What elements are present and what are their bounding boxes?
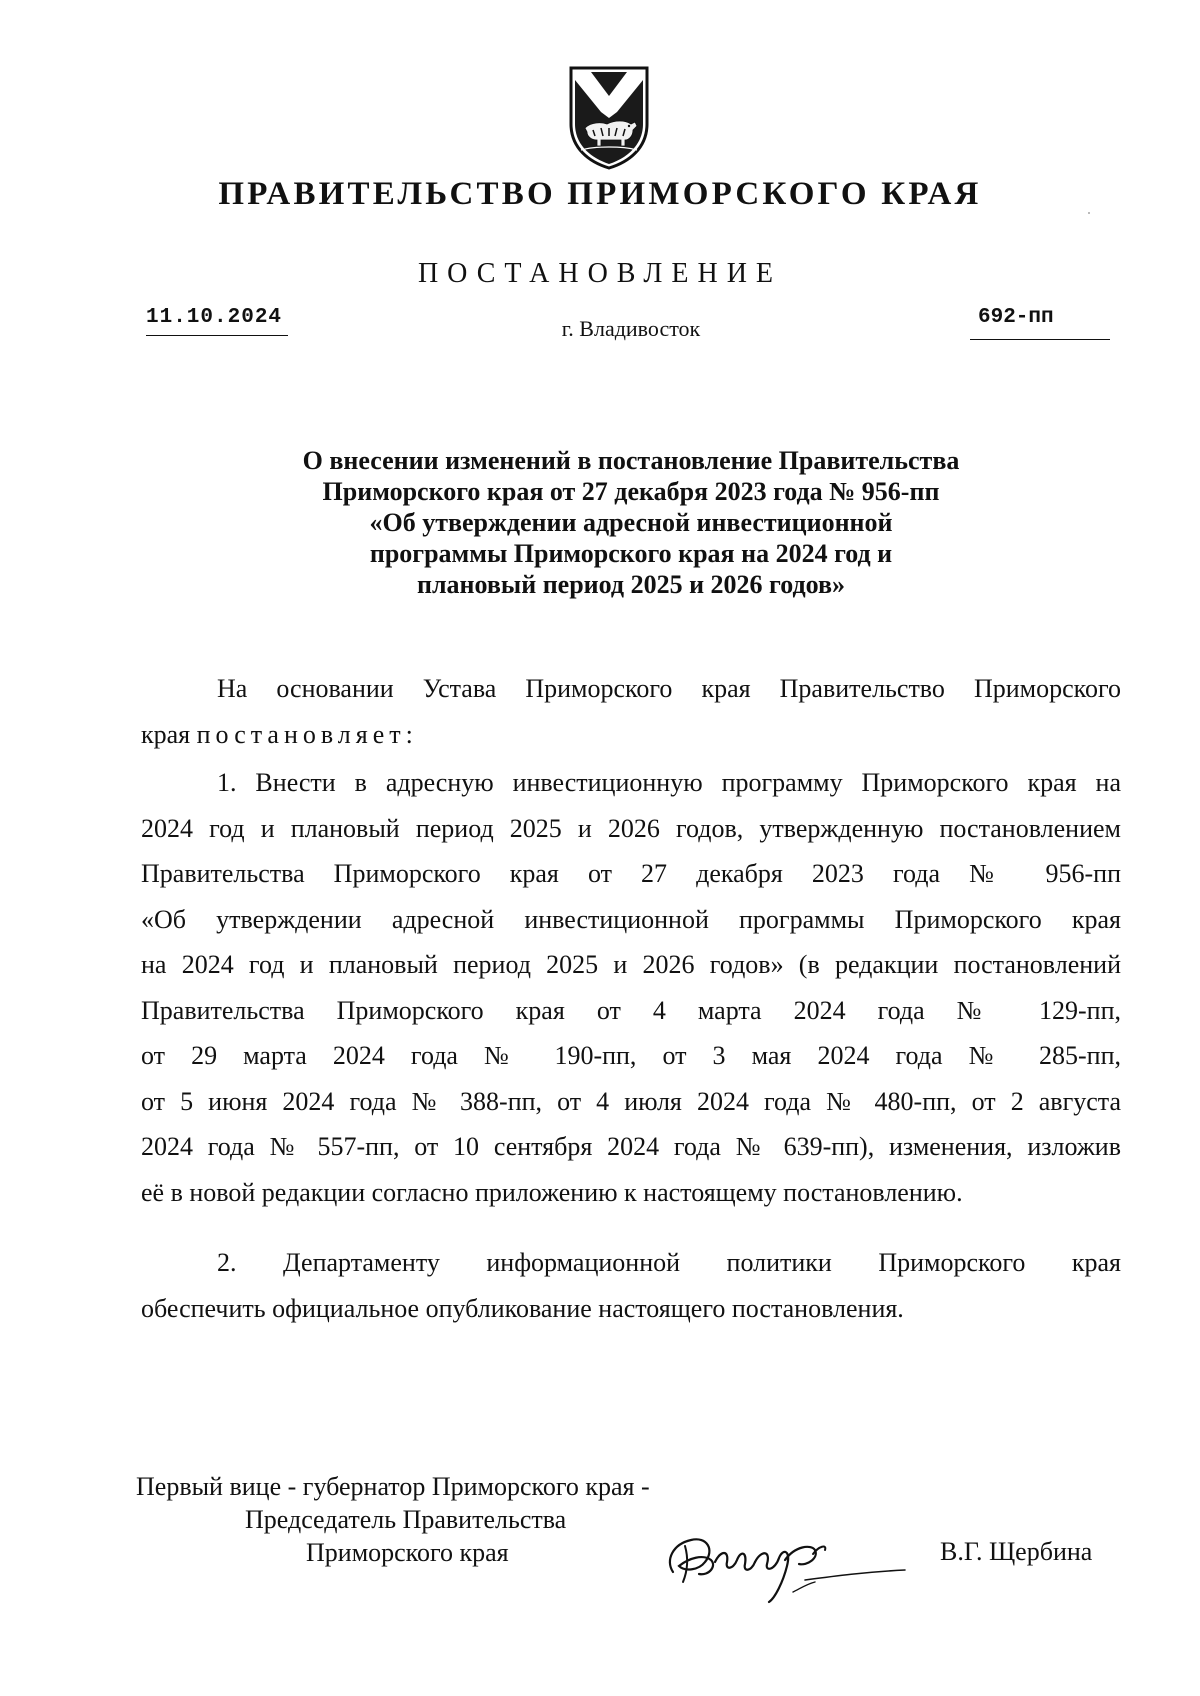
scan-artifact — [1088, 212, 1090, 214]
body-line: 2024 года № 557-пп, от 10 сентября 2024 года № 639-пп), изменения, изложив — [141, 1132, 1121, 1161]
body-line: от 29 марта 2024 года № 190-пп, от 3 мая 2024 года № 285-пп, — [141, 1041, 1121, 1070]
body-line: обеспечить официальное опубликование настоящего постановления. — [141, 1293, 904, 1323]
document-city: г. Владивосток — [561, 316, 701, 341]
position-line: Первый вице - губернатор Приморского края - — [136, 1472, 650, 1501]
body-line: Правительства Приморского края от 27 декабря 2023 года № 956-пп — [141, 859, 1121, 888]
document-subject — [0, 445, 1200, 600]
position-line: Приморского края — [306, 1538, 509, 1567]
decree-keyword: постановляет: — [196, 719, 418, 749]
preamble-paragraph — [141, 666, 1121, 757]
government-title: ПРАВИТЕЛЬСТВО ПРИМОРСКОГО КРАЯ — [218, 176, 982, 212]
body-line: На основании Устава Приморского края Правительство Приморского — [217, 674, 1121, 703]
document-number: 692-пп — [970, 306, 1110, 340]
document-kind: ПОСТАНОВЛЕНИЕ — [417, 258, 783, 289]
signer-name: В.Г. Щербина — [940, 1537, 1093, 1566]
subject-line: программы Приморского края на 2024 год и — [369, 539, 893, 568]
body-line: её в новой редакции согласно приложению к настоящему постановлению. — [141, 1177, 963, 1207]
position-line: Председатель Правительства — [245, 1505, 567, 1534]
subject-line: О внесении изменений в постановление Правительства — [302, 446, 960, 475]
body-line: 1. Внести в адресную инвестиционную программу Приморского края на — [217, 768, 1121, 797]
item-1-paragraph — [141, 760, 1121, 1215]
subject-line: плановый период 2025 и 2026 годов» — [416, 570, 846, 599]
body-line: Правительства Приморского края от 4 марта 2024 года № 129-пп, — [141, 995, 1121, 1025]
body-line: на 2024 год и плановый период 2025 и 2026 годов» (в редакции постановлений — [141, 950, 1121, 979]
body-line: от 5 июня 2024 года № 388-пп, от 4 июля 2024 года № 480-пп, от 2 августа — [141, 1086, 1121, 1116]
body-line: 2024 год и плановый период 2025 и 2026 годов, утвержденную постановлением — [141, 813, 1121, 843]
item-2-paragraph — [141, 1240, 1121, 1331]
coat-of-arms-icon — [567, 66, 651, 170]
body-line-start: края — [141, 719, 197, 749]
document-date: 11.10.2024 — [146, 306, 288, 336]
body-line: «Об утверждении адресной инвестиционной программы Приморского края — [141, 904, 1121, 934]
subject-line: Приморского края от 27 декабря 2023 года № 956-пп — [322, 477, 940, 506]
subject-line: «Об утверждении адресной инвестиционной — [369, 508, 893, 537]
body-line: 2. Департаменту информационной политики Приморского края — [217, 1248, 1121, 1277]
handwritten-signature — [655, 1510, 925, 1610]
body-line — [141, 712, 1121, 758]
